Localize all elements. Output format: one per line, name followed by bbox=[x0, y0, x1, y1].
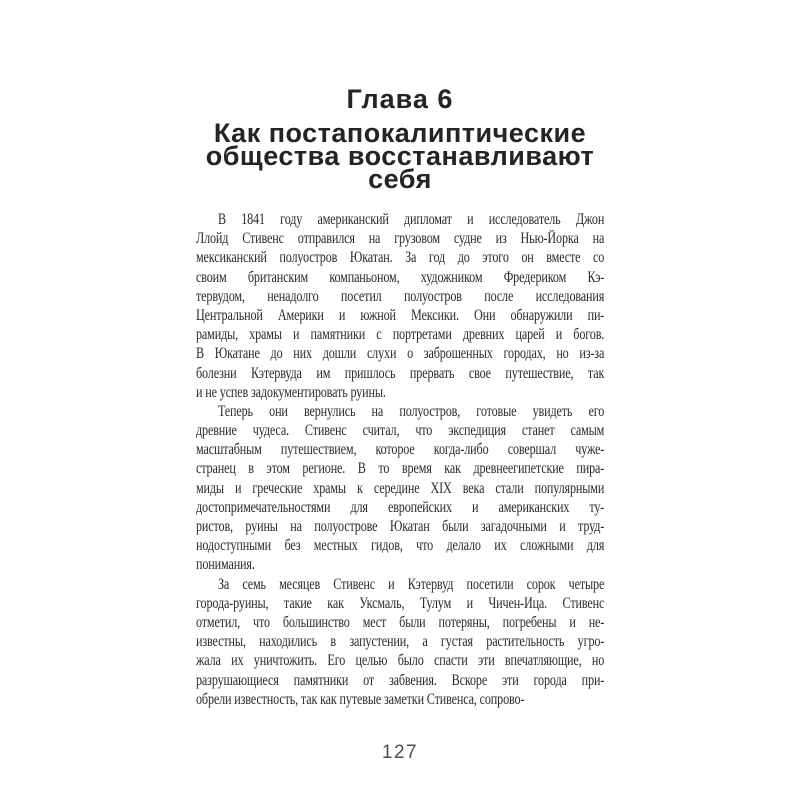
text-line: своим британским компаньоном, художником Фредериком Кэ- bbox=[196, 268, 605, 286]
text-line: отметил, что большинство мест были потеряны, погребены и не- bbox=[196, 613, 605, 631]
text-line: достопримечательностями для европейских и американских ту- bbox=[196, 498, 605, 516]
text-line: жала их уничтожить. Его целью было спасти эти впечатляющие, но bbox=[196, 652, 605, 670]
text-line: и не успев задокументировать руины. bbox=[196, 383, 386, 401]
chapter-title-line: общества восстанавливают bbox=[205, 141, 595, 171]
text-line: нодоступными без местных гидов, что делало их сложными для bbox=[196, 537, 605, 555]
text-line: города-руины, такие как Уксмаль, Тулум и Чичен-Ица. Стивенс bbox=[196, 594, 605, 612]
text-line: Ллойд Стивенс отправился на грузовом судне из Нью-Йорка на bbox=[196, 230, 605, 248]
text-line: Центральной Америки и южной Мексики. Они обнаружили пи- bbox=[196, 306, 605, 324]
text-line: За семь месяцев Стивенс и Кэтервуд посетили сорок четыре bbox=[217, 575, 605, 593]
text-line: рамиды, храмы и памятники с портретами древних царей и богов. bbox=[196, 326, 605, 344]
text-line: В Юкатане до них дошли слухи о заброшенных городах, но из-за bbox=[196, 345, 605, 363]
text-line: тервудом, ненадолго посетил полуостров после исследования bbox=[196, 287, 605, 305]
chapter-title-line: себя bbox=[368, 164, 432, 194]
text-line: известны, находились в запустении, а густая растительность угро- bbox=[196, 633, 605, 651]
text-line: миды и греческие храмы к середине XIX века стали популярными bbox=[196, 479, 605, 497]
text-line: масштабным путешествием, которое когда-либо совершал чуже- bbox=[196, 441, 605, 459]
text-line: обрели известность, так как путевые заметки Стивенса, сопрово- bbox=[196, 690, 525, 708]
body-text bbox=[196, 210, 604, 709]
text-line: разрушающиеся памятники от забвения. Вскоре эти города при- bbox=[196, 671, 605, 689]
text-line: ристов, руины на полуострове Юкатан были загадочными и труд- bbox=[196, 518, 605, 535]
text-line: понимания. bbox=[196, 556, 255, 574]
chapter-title bbox=[0, 118, 800, 194]
chapter-title-line: Как постапокалиптические bbox=[213, 118, 587, 148]
text-line: болезни Кэтервуда им пришлось прервать свое путешествие, так bbox=[196, 364, 605, 382]
page-number: 127 bbox=[381, 742, 419, 763]
chapter-number-heading: Глава 6 bbox=[346, 84, 454, 114]
text-line: древние чудеса. Стивенс считал, что экспедиция станет самым bbox=[196, 422, 605, 440]
text-line: мексиканский полуостров Юкатан. За год до этого он вместе со bbox=[196, 249, 605, 267]
text-line: В 1841 году американский дипломат и исследователь Джон bbox=[217, 211, 605, 228]
text-line: Теперь они вернулись на полуостров, готовые увидеть его bbox=[217, 402, 605, 420]
text-line: странец в этом регионе. В то время как древнеегипетские пира- bbox=[196, 460, 605, 478]
